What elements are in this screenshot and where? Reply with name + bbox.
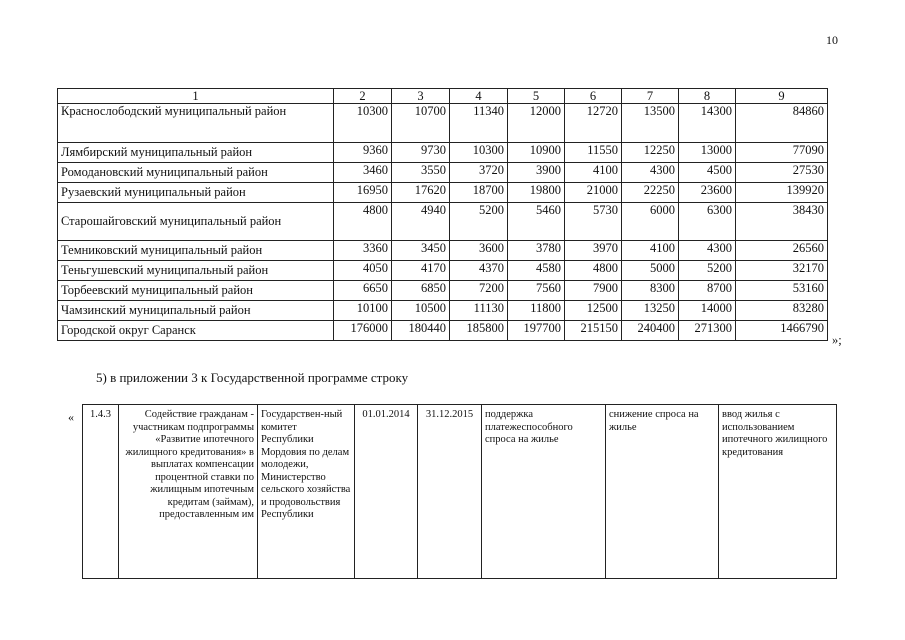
- value-cell: 19800: [508, 183, 565, 203]
- value-cell: 10700: [392, 104, 450, 143]
- table-row: [58, 281, 828, 301]
- table-row: [58, 104, 828, 143]
- value-cell: 9360: [334, 143, 392, 163]
- value-cell: 10500: [392, 301, 450, 321]
- value-cell: 4170: [392, 261, 450, 281]
- value-cell: 27530: [736, 163, 828, 183]
- column-header: 2: [334, 89, 392, 104]
- relation-cell: ввод жилья с использованием ипотечного жилищного кредитования: [719, 405, 837, 579]
- measure-description: Содействие гражданам - участникам подпрограммы «Развитие ипотечного жилищного кредитования» в выплатах компенсации процентной ставки по жилищным ипотечным кредитам (займам), предоставленным им: [119, 405, 258, 579]
- value-cell: 14300: [679, 104, 736, 143]
- value-cell: 5460: [508, 203, 565, 241]
- value-cell: 5730: [565, 203, 622, 241]
- measure-number: 1.4.3: [83, 405, 119, 579]
- instruction-text: 5) в приложении 3 к Государственной программе строку: [96, 370, 409, 385]
- value-cell: 3450: [392, 241, 450, 261]
- value-cell: 11550: [565, 143, 622, 163]
- column-header: 6: [565, 89, 622, 104]
- value-cell: 53160: [736, 281, 828, 301]
- district-name: Старошайговский муниципальный район: [58, 203, 334, 241]
- table-closing-mark: »;: [832, 333, 842, 347]
- page-number: 10: [826, 33, 838, 47]
- table-row: [58, 163, 828, 183]
- value-cell: 12720: [565, 104, 622, 143]
- value-cell: 176000: [334, 321, 392, 341]
- end-date: 31.12.2015: [418, 405, 482, 579]
- value-cell: 4100: [622, 241, 679, 261]
- value-cell: 10900: [508, 143, 565, 163]
- value-cell: 16950: [334, 183, 392, 203]
- value-cell: 7560: [508, 281, 565, 301]
- column-header: 3: [392, 89, 450, 104]
- value-cell: 139920: [736, 183, 828, 203]
- table-row: [58, 301, 828, 321]
- value-cell: 12000: [508, 104, 565, 143]
- column-header: 7: [622, 89, 679, 104]
- value-cell: 12500: [565, 301, 622, 321]
- table-row: [58, 143, 828, 163]
- value-cell: 5000: [622, 261, 679, 281]
- column-header: 4: [450, 89, 508, 104]
- value-cell: 215150: [565, 321, 622, 341]
- value-cell: 4800: [334, 203, 392, 241]
- value-cell: 3360: [334, 241, 392, 261]
- value-cell: 6850: [392, 281, 450, 301]
- table-header-row: [58, 89, 828, 104]
- value-cell: 240400: [622, 321, 679, 341]
- district-name: Городской округ Саранск: [58, 321, 334, 341]
- value-cell: 32170: [736, 261, 828, 281]
- value-cell: 22250: [622, 183, 679, 203]
- district-name: Чамзинский муниципальный район: [58, 301, 334, 321]
- column-header: 1: [58, 89, 334, 104]
- value-cell: 14000: [679, 301, 736, 321]
- value-cell: 11340: [450, 104, 508, 143]
- value-cell: 26560: [736, 241, 828, 261]
- district-name: Торбеевский муниципальный район: [58, 281, 334, 301]
- value-cell: 13000: [679, 143, 736, 163]
- value-cell: 13500: [622, 104, 679, 143]
- value-cell: 10300: [450, 143, 508, 163]
- value-cell: 38430: [736, 203, 828, 241]
- table-row: [58, 203, 828, 241]
- value-cell: 17620: [392, 183, 450, 203]
- value-cell: 10100: [334, 301, 392, 321]
- value-cell: 8300: [622, 281, 679, 301]
- column-header: 8: [679, 89, 736, 104]
- value-cell: 271300: [679, 321, 736, 341]
- opening-quote: «: [68, 410, 74, 424]
- value-cell: 11130: [450, 301, 508, 321]
- value-cell: 3720: [450, 163, 508, 183]
- column-header: 9: [736, 89, 828, 104]
- value-cell: 4370: [450, 261, 508, 281]
- value-cell: 4500: [679, 163, 736, 183]
- value-cell: 13250: [622, 301, 679, 321]
- value-cell: 6000: [622, 203, 679, 241]
- start-date: 01.01.2014: [355, 405, 418, 579]
- value-cell: 197700: [508, 321, 565, 341]
- district-name: Теньгушевский муниципальный район: [58, 261, 334, 281]
- table-row: [58, 241, 828, 261]
- value-cell: 4300: [622, 163, 679, 183]
- value-cell: 11800: [508, 301, 565, 321]
- district-name: Темниковский муниципальный район: [58, 241, 334, 261]
- value-cell: 12250: [622, 143, 679, 163]
- value-cell: 3460: [334, 163, 392, 183]
- value-cell: 4800: [565, 261, 622, 281]
- value-cell: 7200: [450, 281, 508, 301]
- value-cell: 18700: [450, 183, 508, 203]
- column-header: 5: [508, 89, 565, 104]
- executor-cell: Государствен-ный комитет Республики Мордовия по делам молодежи, Министерство сельского хозяйства и продовольствия Республики: [258, 405, 355, 579]
- district-name: Лямбирский муниципальный район: [58, 143, 334, 163]
- expected-result: поддержка платежеспособного спроса на жилье: [482, 405, 606, 579]
- value-cell: 4050: [334, 261, 392, 281]
- value-cell: 4580: [508, 261, 565, 281]
- value-cell: 180440: [392, 321, 450, 341]
- table-row: [83, 405, 837, 579]
- district-name: Рузаевский муниципальный район: [58, 183, 334, 203]
- value-cell: 84860: [736, 104, 828, 143]
- district-name: Ромодановский муниципальный район: [58, 163, 334, 183]
- value-cell: 8700: [679, 281, 736, 301]
- measure-table: [82, 404, 837, 579]
- value-cell: 185800: [450, 321, 508, 341]
- value-cell: 1466790: [736, 321, 828, 341]
- value-cell: 21000: [565, 183, 622, 203]
- value-cell: 3780: [508, 241, 565, 261]
- value-cell: 4300: [679, 241, 736, 261]
- value-cell: 3600: [450, 241, 508, 261]
- value-cell: 7900: [565, 281, 622, 301]
- value-cell: 6650: [334, 281, 392, 301]
- value-cell: 23600: [679, 183, 736, 203]
- value-cell: 3900: [508, 163, 565, 183]
- value-cell: 3970: [565, 241, 622, 261]
- value-cell: 9730: [392, 143, 450, 163]
- allocation-table: [57, 88, 828, 341]
- value-cell: 4940: [392, 203, 450, 241]
- value-cell: 77090: [736, 143, 828, 163]
- value-cell: 5200: [679, 261, 736, 281]
- district-name: Краснослободский муниципальный район: [58, 104, 334, 143]
- table-row: [58, 321, 828, 341]
- value-cell: 6300: [679, 203, 736, 241]
- table-row: [58, 183, 828, 203]
- consequence-cell: снижение спроса на жилье: [606, 405, 719, 579]
- value-cell: 3550: [392, 163, 450, 183]
- value-cell: 4100: [565, 163, 622, 183]
- value-cell: 5200: [450, 203, 508, 241]
- table-row: [58, 261, 828, 281]
- value-cell: 10300: [334, 104, 392, 143]
- value-cell: 83280: [736, 301, 828, 321]
